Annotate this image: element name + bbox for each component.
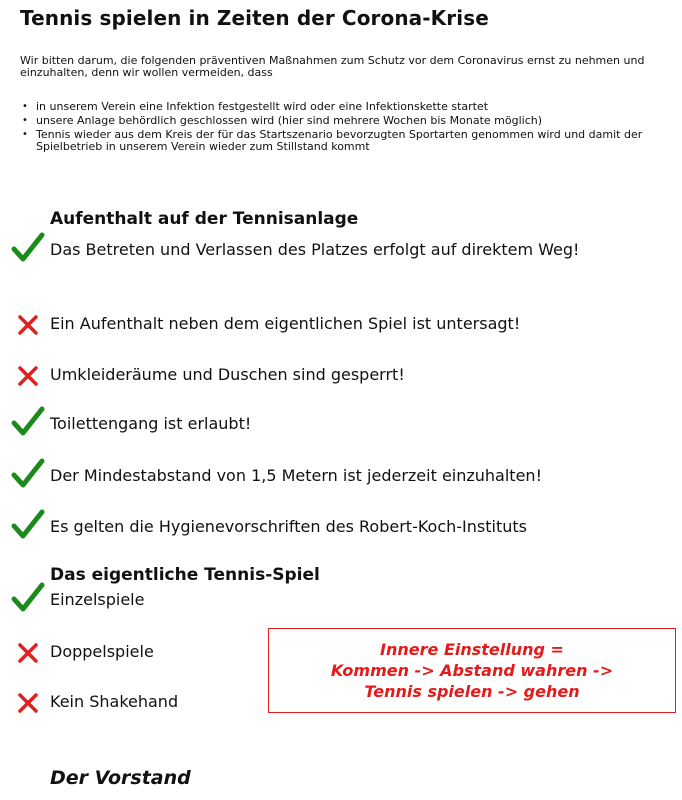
rule-item: [8, 582, 640, 612]
signature: Der Vorstand: [50, 767, 191, 789]
rule-text: Doppelspiele: [50, 642, 154, 661]
callout-line: Kommen -> Abstand wahren ->: [330, 661, 614, 680]
rule-item: [8, 634, 260, 664]
callout-line: Innere Einstellung =: [380, 640, 564, 659]
list-item: • in unserem Verein eine Infektion festgestellt wird oder eine Infektionskette startet: [20, 101, 660, 113]
rule-text: Umkleideräume und Duschen sind gesperrt!: [50, 365, 405, 384]
rule-item: [8, 306, 640, 336]
rule-item: [8, 232, 640, 262]
rule-text: Toilettengang ist erlaubt!: [50, 414, 252, 433]
list-item: • Tennis wieder aus dem Kreis der für das Startszenario bevorzugten Sportarten genommen wird und damit der Spielbetrieb in unserem Verein wieder zum Stillstand kommt: [20, 129, 660, 153]
rule-text: Kein Shakehand: [50, 692, 179, 711]
cross-icon: [8, 306, 48, 336]
callout-box: [268, 628, 676, 713]
rule-text: Ein Aufenthalt neben dem eigentlichen Spiel ist untersagt!: [50, 314, 521, 333]
check-icon: [8, 458, 48, 488]
check-icon: [8, 232, 48, 262]
intro-text: Wir bitten darum, die folgenden präventiven Maßnahmen zum Schutz vor dem Coronavirus ernst zu nehmen und einzuhalten, denn wir wollen vermeiden, dass: [20, 54, 645, 79]
check-icon: [8, 406, 48, 436]
rule-item: [8, 509, 640, 539]
check-icon: [8, 582, 48, 612]
callout-line: Tennis spielen -> gehen: [364, 682, 580, 701]
rule-text: Das Betreten und Verlassen des Platzes erfolgt auf direktem Weg!: [50, 240, 580, 259]
rule-text: Einzelspiele: [50, 590, 145, 609]
page-title: Tennis spielen in Zeiten der Corona-Krise: [20, 6, 489, 30]
cross-icon: [8, 357, 48, 387]
bullet-list: [20, 101, 660, 155]
rule-text: Es gelten die Hygienevorschriften des Robert-Koch-Instituts: [50, 517, 527, 536]
rule-item: [8, 406, 640, 436]
rule-text: Der Mindestabstand von 1,5 Metern ist jederzeit einzuhalten!: [50, 466, 542, 485]
rule-item: [8, 357, 640, 387]
list-item: • unsere Anlage behördlich geschlossen wird (hier sind mehrere Wochen bis Monate möglich): [20, 115, 660, 127]
cross-icon: [8, 634, 48, 664]
check-icon: [8, 509, 48, 539]
rule-item: [8, 458, 640, 488]
section-heading-spiel: Das eigentliche Tennis-Spiel: [50, 565, 320, 585]
cross-icon: [8, 684, 48, 714]
rule-item: [8, 684, 260, 714]
section-heading-aufenthalt: Aufenthalt auf der Tennisanlage: [50, 209, 359, 229]
